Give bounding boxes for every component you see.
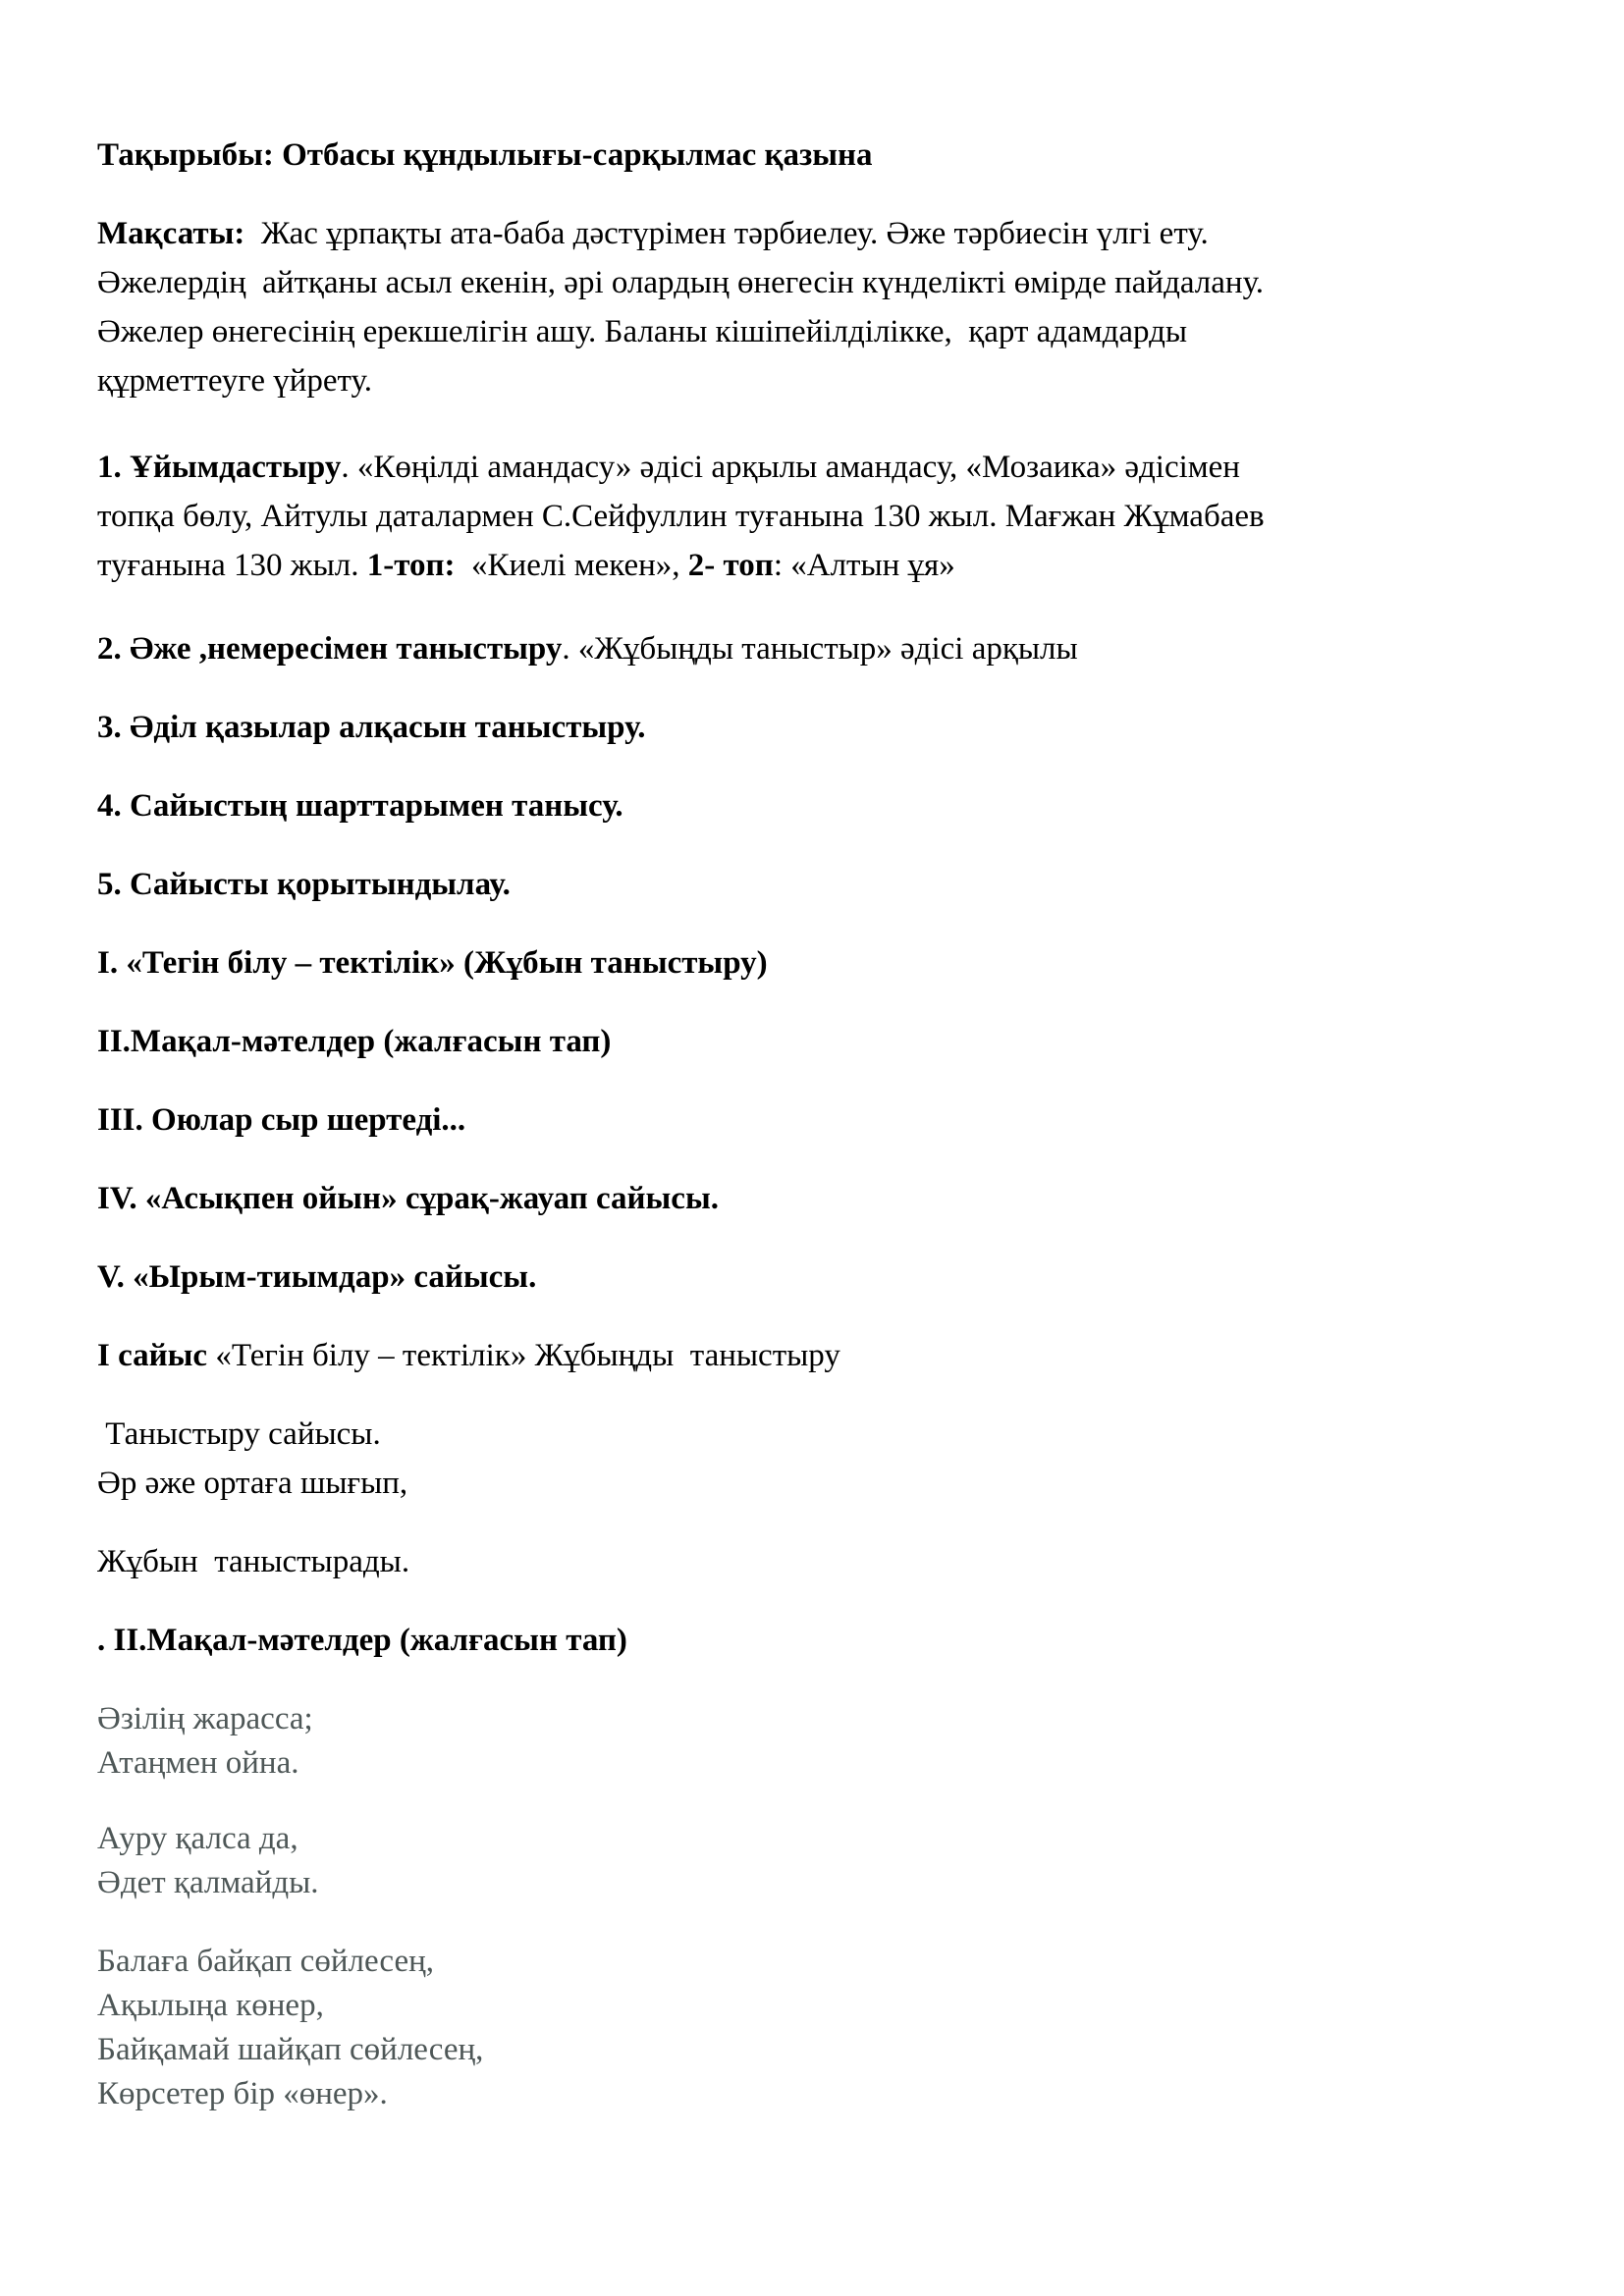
title-label: Тақырыбы: — [97, 137, 274, 173]
group-1-label: 1-топ: — [366, 548, 456, 583]
round-1-label: I сайыс — [97, 1338, 208, 1373]
goal-label: Мақсаты: — [97, 216, 245, 251]
goal-line-1 — [97, 218, 1209, 250]
step-4: 4. Сайыстың шарттарымен танысу. — [97, 788, 623, 824]
proverb-1-line-1: Әзілің жарасса; — [97, 1701, 313, 1736]
step-1-line-1 — [97, 452, 1240, 484]
step-3: 3. Әділ қазылар алқасын таныстыру. — [97, 710, 646, 745]
round-1-heading — [97, 1340, 840, 1372]
goal-line-4: құрметтеуге үйрету. — [97, 363, 372, 399]
round-2-heading — [97, 1625, 627, 1657]
round-1-line-2: Әр әже ортаға шығып, — [97, 1466, 408, 1501]
step-2-text: . «Жұбыңды таныстыр» әдісі арқылы — [562, 631, 1078, 667]
proverb-3-line-3: Байқамай шайқап сөйлесең, — [97, 2032, 484, 2067]
round-5-title: V. «Ырым-тиымдар» сайысы. — [97, 1259, 537, 1295]
step-1-line-2: топқа бөлу, Айтулы даталармен С.Сейфуллин туғанына 130 жыл. Мағжан Жұмабаев — [97, 499, 1265, 534]
round-2-title: II.Мақал-мәтелдер (жалғасын тап) — [97, 1024, 612, 1059]
step-2 — [97, 633, 1078, 666]
step-1-text-3: туғанына 130 жыл. — [97, 548, 367, 583]
proverb-2-line-2: Әдет қалмайды. — [97, 1865, 319, 1900]
goal-line-2: Әжелердің айтқаны асыл екенін, әрі олардың өнегесін күнделікті өмірде пайдалану. — [97, 265, 1265, 300]
step-1-label: 1. Ұйымдастыру — [97, 450, 342, 485]
group-2-name: : «Алтын ұя» — [773, 548, 955, 583]
proverb-3-line-2: Ақылыңа көнер, — [97, 1988, 324, 2023]
step-2-label: 2. Әже ,немересімен таныстыру — [97, 631, 563, 667]
goal-text: Жас ұрпақты ата-баба дәстүрімен тәрбиелеу. Әже тәрбиесін үлгі ету. — [244, 216, 1209, 251]
title-text: Отбасы құндылығы-сарқылмас қазына — [273, 137, 873, 173]
round-3-title: III. Оюлар сыр шертеді... — [97, 1102, 466, 1138]
step-5: 5. Сайысты қорытындылау. — [97, 867, 511, 902]
round-1-text: «Тегін білу – тектілік» Жұбыңды таныстыру — [207, 1338, 840, 1373]
round-1-line-1: Таныстыру сайысы. — [97, 1416, 381, 1452]
proverb-2-line-1: Ауру қалса да, — [97, 1821, 298, 1856]
step-1-line-3 — [97, 550, 955, 582]
round-2-label: II.Мақал-мәтелдер (жалғасын тап) — [113, 1623, 627, 1658]
goal-line-3: Әжелер өнегесінің ерекшелігін ашу. Баланы кішіпейілділікке, қарт адамдарды — [97, 314, 1188, 349]
group-2-label: 2- топ — [687, 548, 774, 583]
round-1-line-3: Жұбын таныстырады. — [97, 1544, 410, 1579]
proverb-3-line-4: Көрсетер бір «өнер». — [97, 2076, 388, 2111]
round-2-prefix: . — [97, 1623, 114, 1658]
document-title — [97, 139, 873, 172]
round-1-title: I. «Тегін білу – тектілік» (Жұбын таныстыру) — [97, 945, 768, 981]
step-1-text: . «Көңілді амандасу» әдісі арқылы амандасу, «Мозаика» әдісімен — [341, 450, 1240, 485]
round-4-title: IV. «Асықпен ойын» сұрақ-жауап сайысы. — [97, 1181, 719, 1216]
proverb-1-line-2: Атаңмен ойна. — [97, 1745, 299, 1781]
proverb-3-line-1: Балаға байқап сөйлесең, — [97, 1944, 435, 1979]
group-1-name: «Киелі мекен», — [455, 548, 688, 583]
